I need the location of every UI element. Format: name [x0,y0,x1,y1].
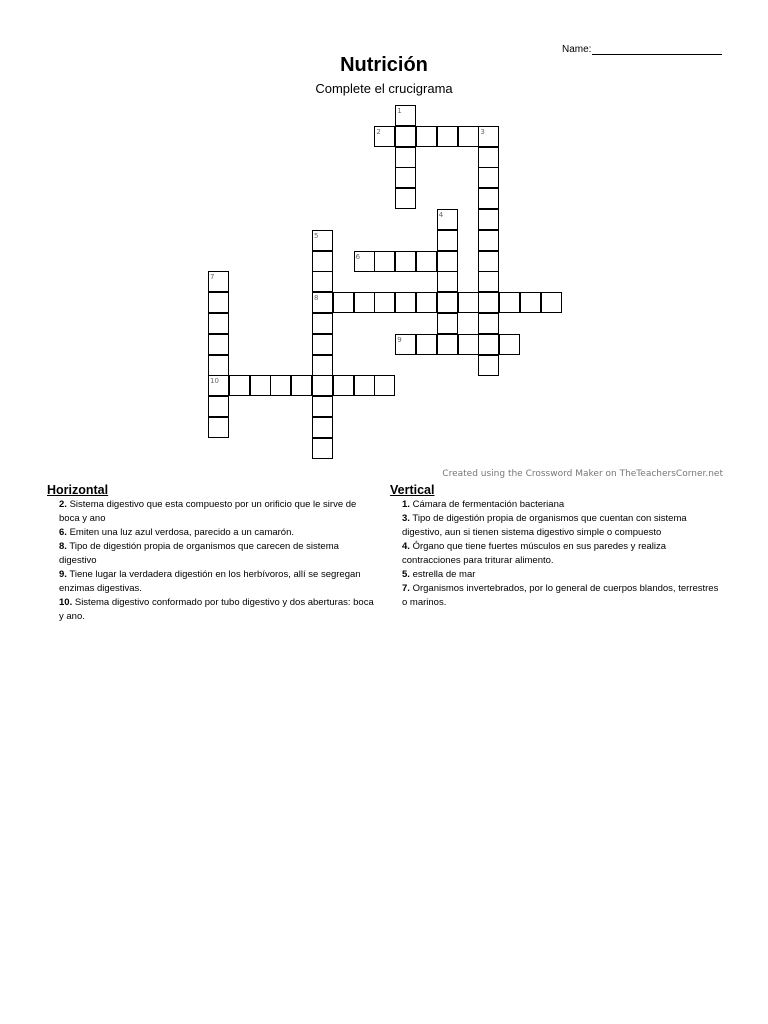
clue-number-label: 8 [314,294,319,303]
crossword-cell[interactable] [478,188,499,209]
clue-number-label: 6 [355,252,361,261]
crossword-cell[interactable] [250,375,271,396]
clue-item [47,526,379,540]
crossword-cell[interactable] [312,271,333,292]
crossword-cell[interactable] [291,375,312,396]
crossword-cell[interactable] [374,375,395,396]
crossword-cell[interactable] [458,126,479,147]
crossword-cell[interactable] [416,126,437,147]
crossword-cell[interactable] [478,147,499,168]
crossword-cell[interactable] [312,417,333,438]
crossword-cell[interactable] [520,292,541,313]
crossword-cell[interactable] [208,396,229,417]
clue-item [390,540,720,568]
page-title: Nutrición [340,54,428,76]
clue-item [47,568,379,596]
crossword-cell[interactable] [416,292,437,313]
crossword-cell[interactable] [416,251,437,272]
clue-number: 5. [402,569,410,580]
clue-number-label: 9 [397,335,402,344]
horizontal-heading: Horizontal [47,483,109,497]
clue-number-label: 4 [438,211,444,219]
clue-text: Cámara de fermentación bacteriana [412,499,565,510]
crossword-cell[interactable] [354,375,375,396]
crossword-cell[interactable] [478,230,499,251]
crossword-cell[interactable] [478,271,499,292]
credit-text: Created using the Crossword Maker on TheTeachersCorner.net [442,469,723,479]
crossword-cell[interactable] [478,313,499,334]
crossword-grid [0,0,768,480]
clue-number-label: 1 [397,107,402,115]
page-subtitle: Complete el crucigrama [315,81,453,96]
crossword-cell[interactable] [395,147,416,168]
clue-item [390,498,720,512]
crossword-cell[interactable] [437,251,458,272]
crossword-cell[interactable] [395,167,416,188]
crossword-cell[interactable] [270,375,291,396]
crossword-cell[interactable] [312,355,333,376]
clue-number: 7. [402,583,410,594]
crossword-cell[interactable] [312,438,333,459]
clue-number: 2. [59,499,67,510]
crossword-cell[interactable] [312,313,333,334]
crossword-cell[interactable] [208,313,229,334]
vertical-clues [390,483,720,610]
crossword-cell[interactable] [499,292,520,313]
crossword-cell[interactable] [229,375,250,396]
clue-text: Tipo de digestión propia de organismos que carecen de sistema digestivo [59,541,339,566]
crossword-cell[interactable] [437,292,458,313]
clue-text: Organismos invertebrados, por lo general de cuerpos blandos, terrestres o marinos. [402,583,719,608]
clue-item [47,540,379,568]
crossword-cell[interactable] [333,292,354,313]
clue-text: Tiene lugar la verdadera digestión en los herbívoros, allí se segregan enzimas digestivas. [59,569,361,594]
crossword-cell[interactable] [499,334,520,355]
crossword-cell[interactable] [437,230,458,251]
clue-item [390,568,720,582]
clue-text: Órgano que tiene fuertes músculos en sus paredes y realiza contracciones para triturar alimento. [402,541,667,566]
crossword-cell[interactable] [208,417,229,438]
clue-number: 10. [59,597,73,608]
crossword-cell[interactable] [395,292,416,313]
clue-number: 4. [402,541,410,552]
crossword-cell[interactable] [333,375,354,396]
clue-number-label: 2 [376,127,381,136]
crossword-cell[interactable] [208,334,229,355]
crossword-cell[interactable] [312,396,333,417]
crossword-cell[interactable] [374,251,395,272]
clue-item [47,596,379,624]
crossword-cell[interactable] [437,271,458,292]
clue-number-label: 5 [314,231,319,240]
crossword-cell[interactable] [395,188,416,209]
crossword-cell[interactable] [478,251,499,272]
crossword-cell[interactable] [208,355,229,376]
crossword-cell[interactable] [437,313,458,334]
clue-number: 6. [59,527,67,538]
clue-number: 9. [59,569,67,580]
crossword-cell[interactable] [437,334,458,355]
clue-number: 1. [402,499,410,510]
crossword-cell[interactable] [437,126,458,147]
clue-item [390,582,720,610]
crossword-cell[interactable] [208,292,229,313]
clue-number: 8. [59,541,67,552]
crossword-cell[interactable] [354,292,375,313]
name-label: Name: [562,44,592,55]
crossword-cell[interactable] [458,334,479,355]
horizontal-clues [47,483,379,624]
clue-item [390,512,720,540]
crossword-cell[interactable] [395,126,416,147]
crossword-cell[interactable] [478,355,499,376]
crossword-cell[interactable] [312,251,333,272]
crossword-cell[interactable] [541,292,562,313]
clue-text: Sistema digestivo conformado por tubo digestivo y dos aberturas: boca y ano. [59,597,374,622]
clue-number: 3. [402,513,410,524]
clue-text: Emiten una luz azul verdosa, parecido a un camarón. [69,527,295,538]
crossword-cell[interactable] [374,292,395,313]
vertical-heading: Vertical [390,483,435,497]
crossword-cell[interactable] [458,292,479,313]
crossword-cell[interactable] [416,334,437,355]
crossword-cell[interactable] [478,167,499,188]
clue-number-label: 3 [480,127,485,136]
clue-number-label: 7 [210,273,215,282]
crossword-cell[interactable] [478,334,499,355]
clue-item [47,498,379,526]
crossword-cell[interactable] [478,292,499,313]
clue-text: estrella de mar [412,569,476,580]
clue-number-label: 10 [210,377,219,386]
clue-text: Sistema digestivo que esta compuesto por un orificio que le sirve de boca y ano [59,499,357,524]
clue-text: Tipo de digestión propia de organismos que cuentan con sistema digestivo, aun si tienen sistema digestivo simple o compuesto [402,513,687,538]
crossword-cell[interactable] [312,334,333,355]
crossword-cell[interactable] [478,209,499,230]
crossword-cell[interactable] [312,375,333,396]
crossword-cell[interactable] [395,251,416,272]
